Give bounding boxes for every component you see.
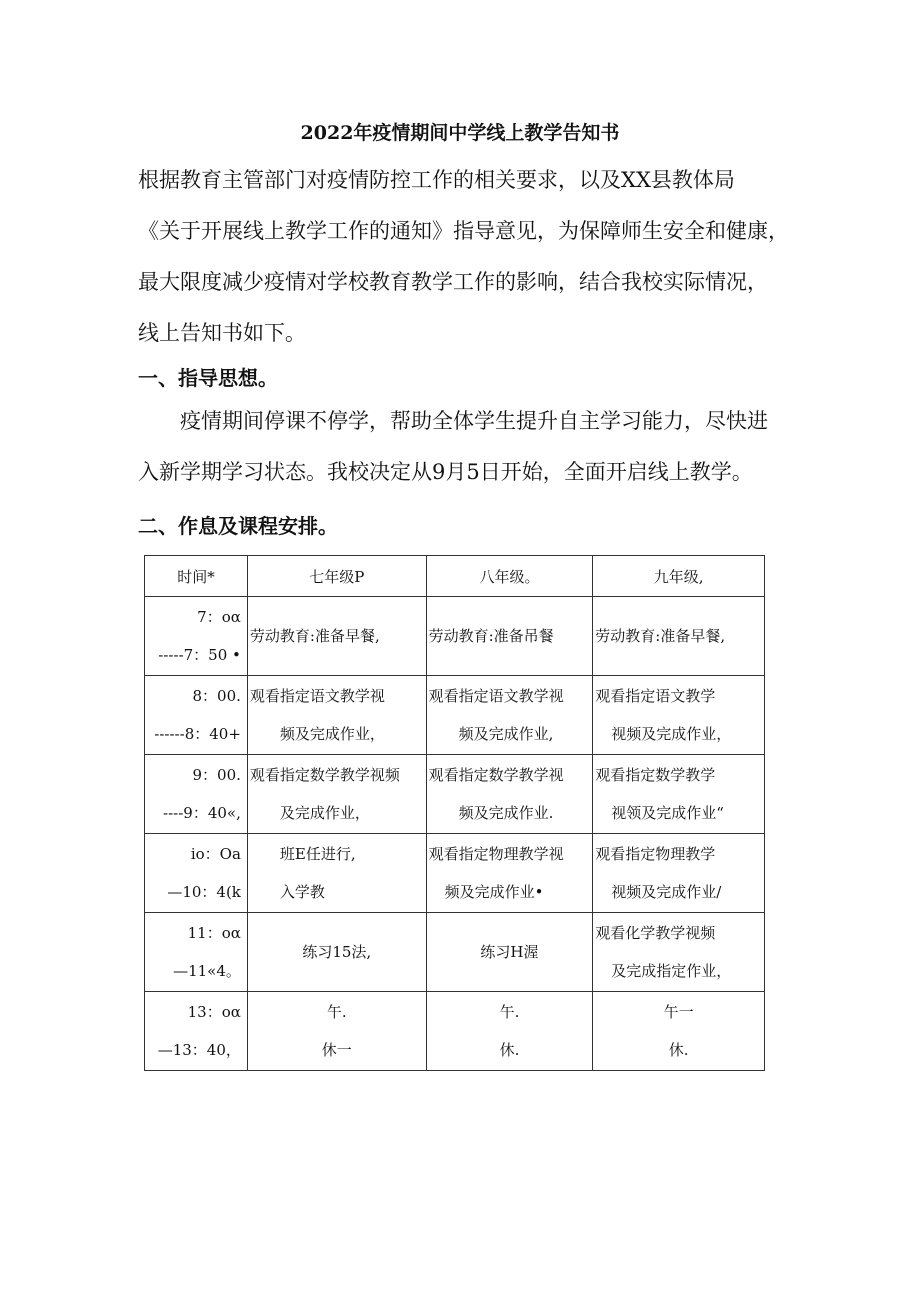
- time-cell: 13：oα —13：40，: [145, 992, 248, 1071]
- header-grade-9: 九年级,: [593, 556, 765, 597]
- grade-7-cell: 观看指定数学教学视频 及完成作业，: [247, 755, 426, 834]
- header-time: 时间*: [145, 556, 248, 597]
- guiding-paragraph: [138, 396, 798, 498]
- grade-7-cell: 练习15法,: [247, 913, 426, 992]
- intro-line: 根据教育主管部门对疫情防控工作的相关要求，以及XX县教体局: [138, 168, 735, 192]
- grade-9-cell: 观看指定语文教学 视频及完成作业，: [593, 676, 765, 755]
- grade-9-cell: 观看指定数学教学 视领及完成作业“: [593, 755, 765, 834]
- guiding-line: 疫情期间停课不停学，帮助全体学生提升自主学习能力，尽快进: [180, 409, 768, 433]
- table-header-row: [145, 556, 765, 597]
- time-cell: 7：oα -----7：50 •: [145, 597, 248, 676]
- section-heading-schedule: 二、作息及课程安排。: [138, 514, 338, 538]
- time-cell: 9：00. ----9：40«,: [145, 755, 248, 834]
- table-row: [145, 755, 765, 834]
- header-grade-8: 八年级。: [426, 556, 593, 597]
- intro-line: 《关于开展线上教学工作的通知》指导意见，为保障师生安全和健康，: [138, 219, 789, 243]
- schedule-table: [144, 555, 765, 1071]
- intro-paragraph: [138, 155, 798, 359]
- table-row: [145, 597, 765, 676]
- grade-7-cell: 观看指定语文教学视 频及完成作业，: [247, 676, 426, 755]
- table-row: [145, 992, 765, 1071]
- grade-9-cell: 观看指定物理教学 视频及完成作业/: [593, 834, 765, 913]
- intro-line: 线上告知书如下。: [138, 321, 306, 345]
- header-grade-7: 七年级P: [247, 556, 426, 597]
- grade-8-cell: 观看指定物理教学视 频及完成作业•: [426, 834, 593, 913]
- document-title: 2022年疫情期间中学线上教学告知书: [300, 122, 620, 144]
- grade-9-cell: 观看化学教学视频 及完成指定作业，: [593, 913, 765, 992]
- table-row: [145, 913, 765, 992]
- time-cell: io：Oa —10：4(k: [145, 834, 248, 913]
- grade-8-cell: 练习H渥: [426, 913, 593, 992]
- grade-8-cell: 午. 休.: [426, 992, 593, 1071]
- intro-line: 最大限度减少疫情对学校教育教学工作的影响，结合我校实际情况，: [138, 270, 768, 294]
- grade-9-cell: 劳动教育:准备早餐,: [593, 597, 765, 676]
- table-row: [145, 834, 765, 913]
- grade-8-cell: 劳动教育:准备吊餐: [426, 597, 593, 676]
- grade-8-cell: 观看指定语文教学视 频及完成作业,: [426, 676, 593, 755]
- grade-7-cell: 劳动教育:准备早餐,: [247, 597, 426, 676]
- grade-8-cell: 观看指定数学教学视 频及完成作业.: [426, 755, 593, 834]
- grade-9-cell: 午一 休.: [593, 992, 765, 1071]
- table-row: [145, 676, 765, 755]
- time-cell: 8：00. ------8：40+: [145, 676, 248, 755]
- grade-7-cell: 班E任进行, 入学教: [247, 834, 426, 913]
- grade-7-cell: 午. 休一: [247, 992, 426, 1071]
- section-heading-guiding-ideology: 一、指导思想。: [138, 366, 278, 390]
- guiding-line: 入新学期学习状态。我校决定从9月5日开始，全面开启线上教学。: [138, 460, 753, 484]
- time-cell: 11：oα —11«4。: [145, 913, 248, 992]
